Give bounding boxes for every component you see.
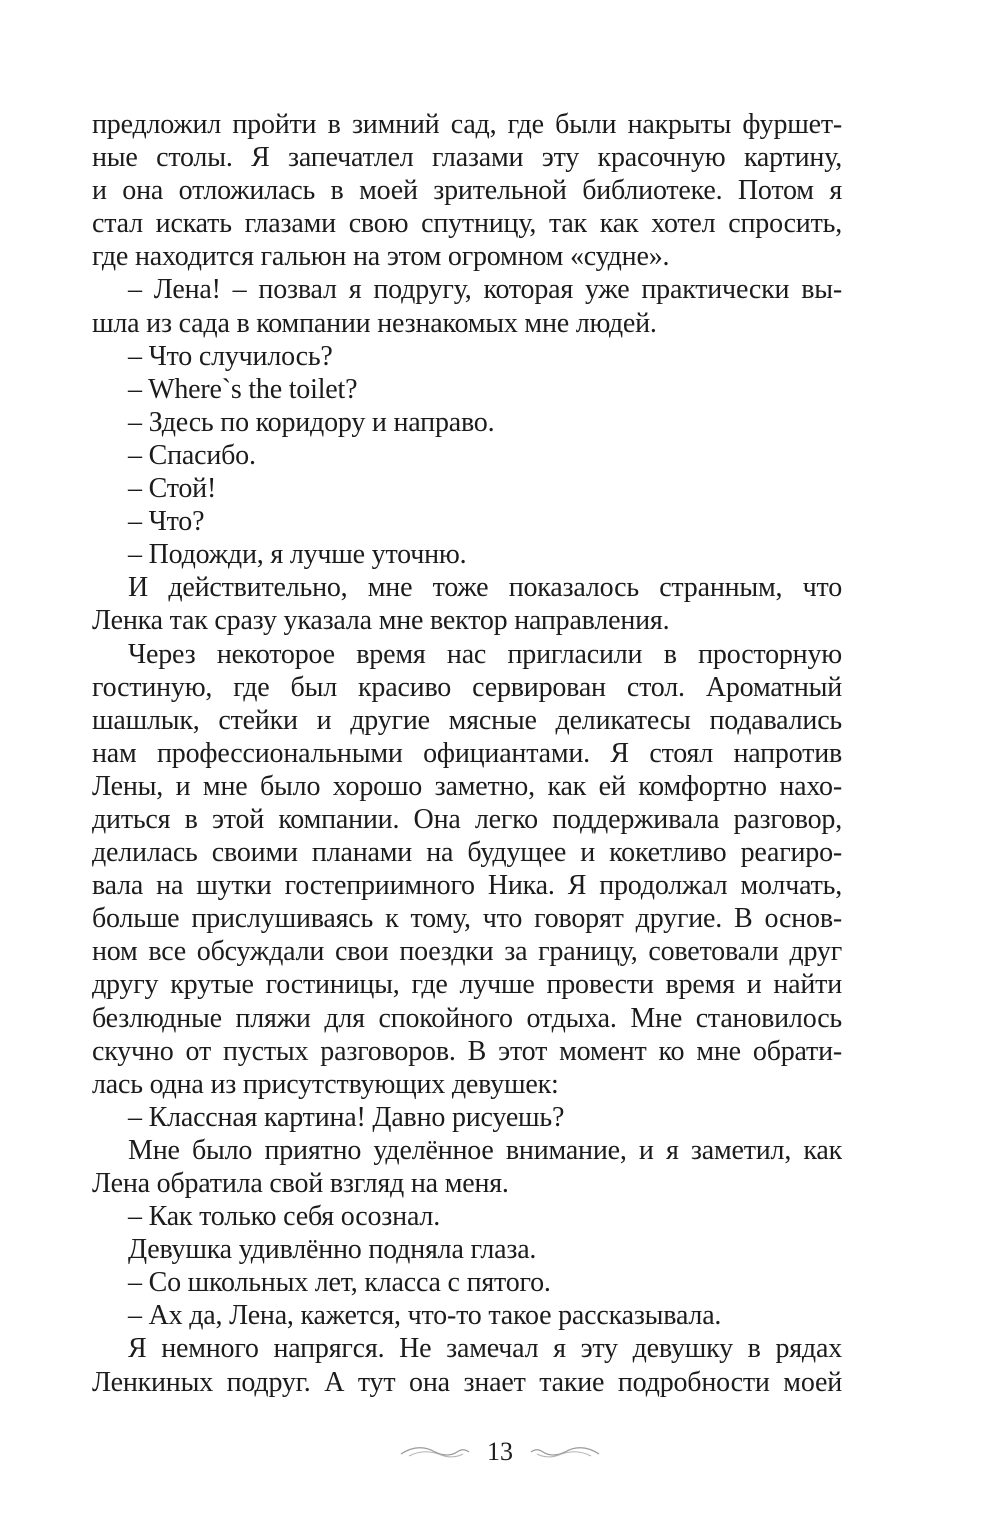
text-line: шла из сада в компании незнакомых мне людей. xyxy=(92,307,657,339)
text-line: Через некоторое время нас пригласили в просторную xyxy=(128,638,842,670)
text-line: нам профессиональными официантами. Я стоял напротив xyxy=(92,737,842,769)
text-line: ные столы. Я запечатлел глазами эту красочную картину, xyxy=(92,142,842,174)
text-line: и она отложилась в моей зрительной библиотеке. Потом я xyxy=(92,175,842,207)
text-line: И действительно, мне тоже показалось странным, что xyxy=(128,572,842,604)
text-line: Мне было приятно уделённое внимание, и я заметил, как xyxy=(128,1134,842,1166)
text-line: Лена обратила свой взгляд на меня. xyxy=(92,1168,509,1199)
text-line: ном все обсуждали свои поездки за границу, советовали друг xyxy=(92,936,842,968)
text-line: вала на шутки гостеприимного Ника. Я продолжал молчать, xyxy=(92,870,842,902)
text-line: – Стой! xyxy=(128,473,217,505)
text-line: – Ах да, Лена, кажется, что-то такое рассказывала. xyxy=(128,1300,722,1332)
text-line: лась одна из присутствующих девушек: xyxy=(92,1068,559,1100)
left-flourish-icon xyxy=(399,1443,471,1461)
text-line: – Спасибо. xyxy=(128,439,256,471)
text-line: – Что? xyxy=(128,506,205,538)
text-line: делилась своими планами на будущее и кокетливо реагиро- xyxy=(92,837,842,869)
text-line: Лены, и мне было хорошо заметно, как ей комфортно нахо- xyxy=(92,770,842,802)
text-line: Ленкиных подруг. А тут она знает такие подробности моей xyxy=(92,1366,842,1398)
text-line: другу крутые гостиницы, где лучше провести время и найти xyxy=(92,969,842,1001)
right-flourish-icon xyxy=(529,1443,601,1461)
text-line: – Со школьных лет, класса с пятого. xyxy=(128,1267,551,1299)
text-line: Я немного напрягся. Не замечал я эту девушку в рядах xyxy=(128,1333,842,1365)
text-line: – Подожди, я лучше уточню. xyxy=(128,539,467,571)
body-text xyxy=(92,108,842,1399)
text-line: – Что случилось? xyxy=(128,340,333,372)
text-line: стал искать глазами свою спутницу, так как хотел спросить, xyxy=(92,208,842,240)
text-line: шашлык, стейки и другие мясные деликатесы подавались xyxy=(92,704,842,736)
text-line: Ленка так сразу указала мне вектор направления. xyxy=(92,605,670,637)
text-line: предложил пройти в зимний сад, где были накрыты фуршет- xyxy=(92,109,842,140)
text-line: – Как только себя осознал. xyxy=(128,1201,441,1233)
text-line: скучно от пустых разговоров. В этот момент ко мне обрати- xyxy=(92,1035,842,1067)
text-line: безлюдные пляжи для спокойного отдыха. Мне становилось xyxy=(92,1002,842,1034)
text-line: – Здесь по коридору и направо. xyxy=(128,406,495,438)
text-line: – Where`s the toilet? xyxy=(128,373,358,405)
text-line: диться в этой компании. Она легко поддерживала разговор, xyxy=(92,803,842,835)
text-line: где находится гальюн на этом огромном «судне». xyxy=(92,241,670,273)
text-line: – Лена! – позвал я подругу, которая уже практически вы- xyxy=(128,274,842,306)
page-footer xyxy=(0,1432,1000,1472)
text-line: больше прислушиваясь к тому, что говорят другие. В основ- xyxy=(92,903,842,935)
text-line: – Классная картина! Давно рисуешь? xyxy=(128,1101,565,1133)
text-line: гостиную, где был красиво сервирован стол. Ароматный xyxy=(92,671,842,703)
text-line: Девушка удивлённо подняла глаза. xyxy=(128,1234,537,1266)
page-number: 13 xyxy=(487,1437,513,1466)
